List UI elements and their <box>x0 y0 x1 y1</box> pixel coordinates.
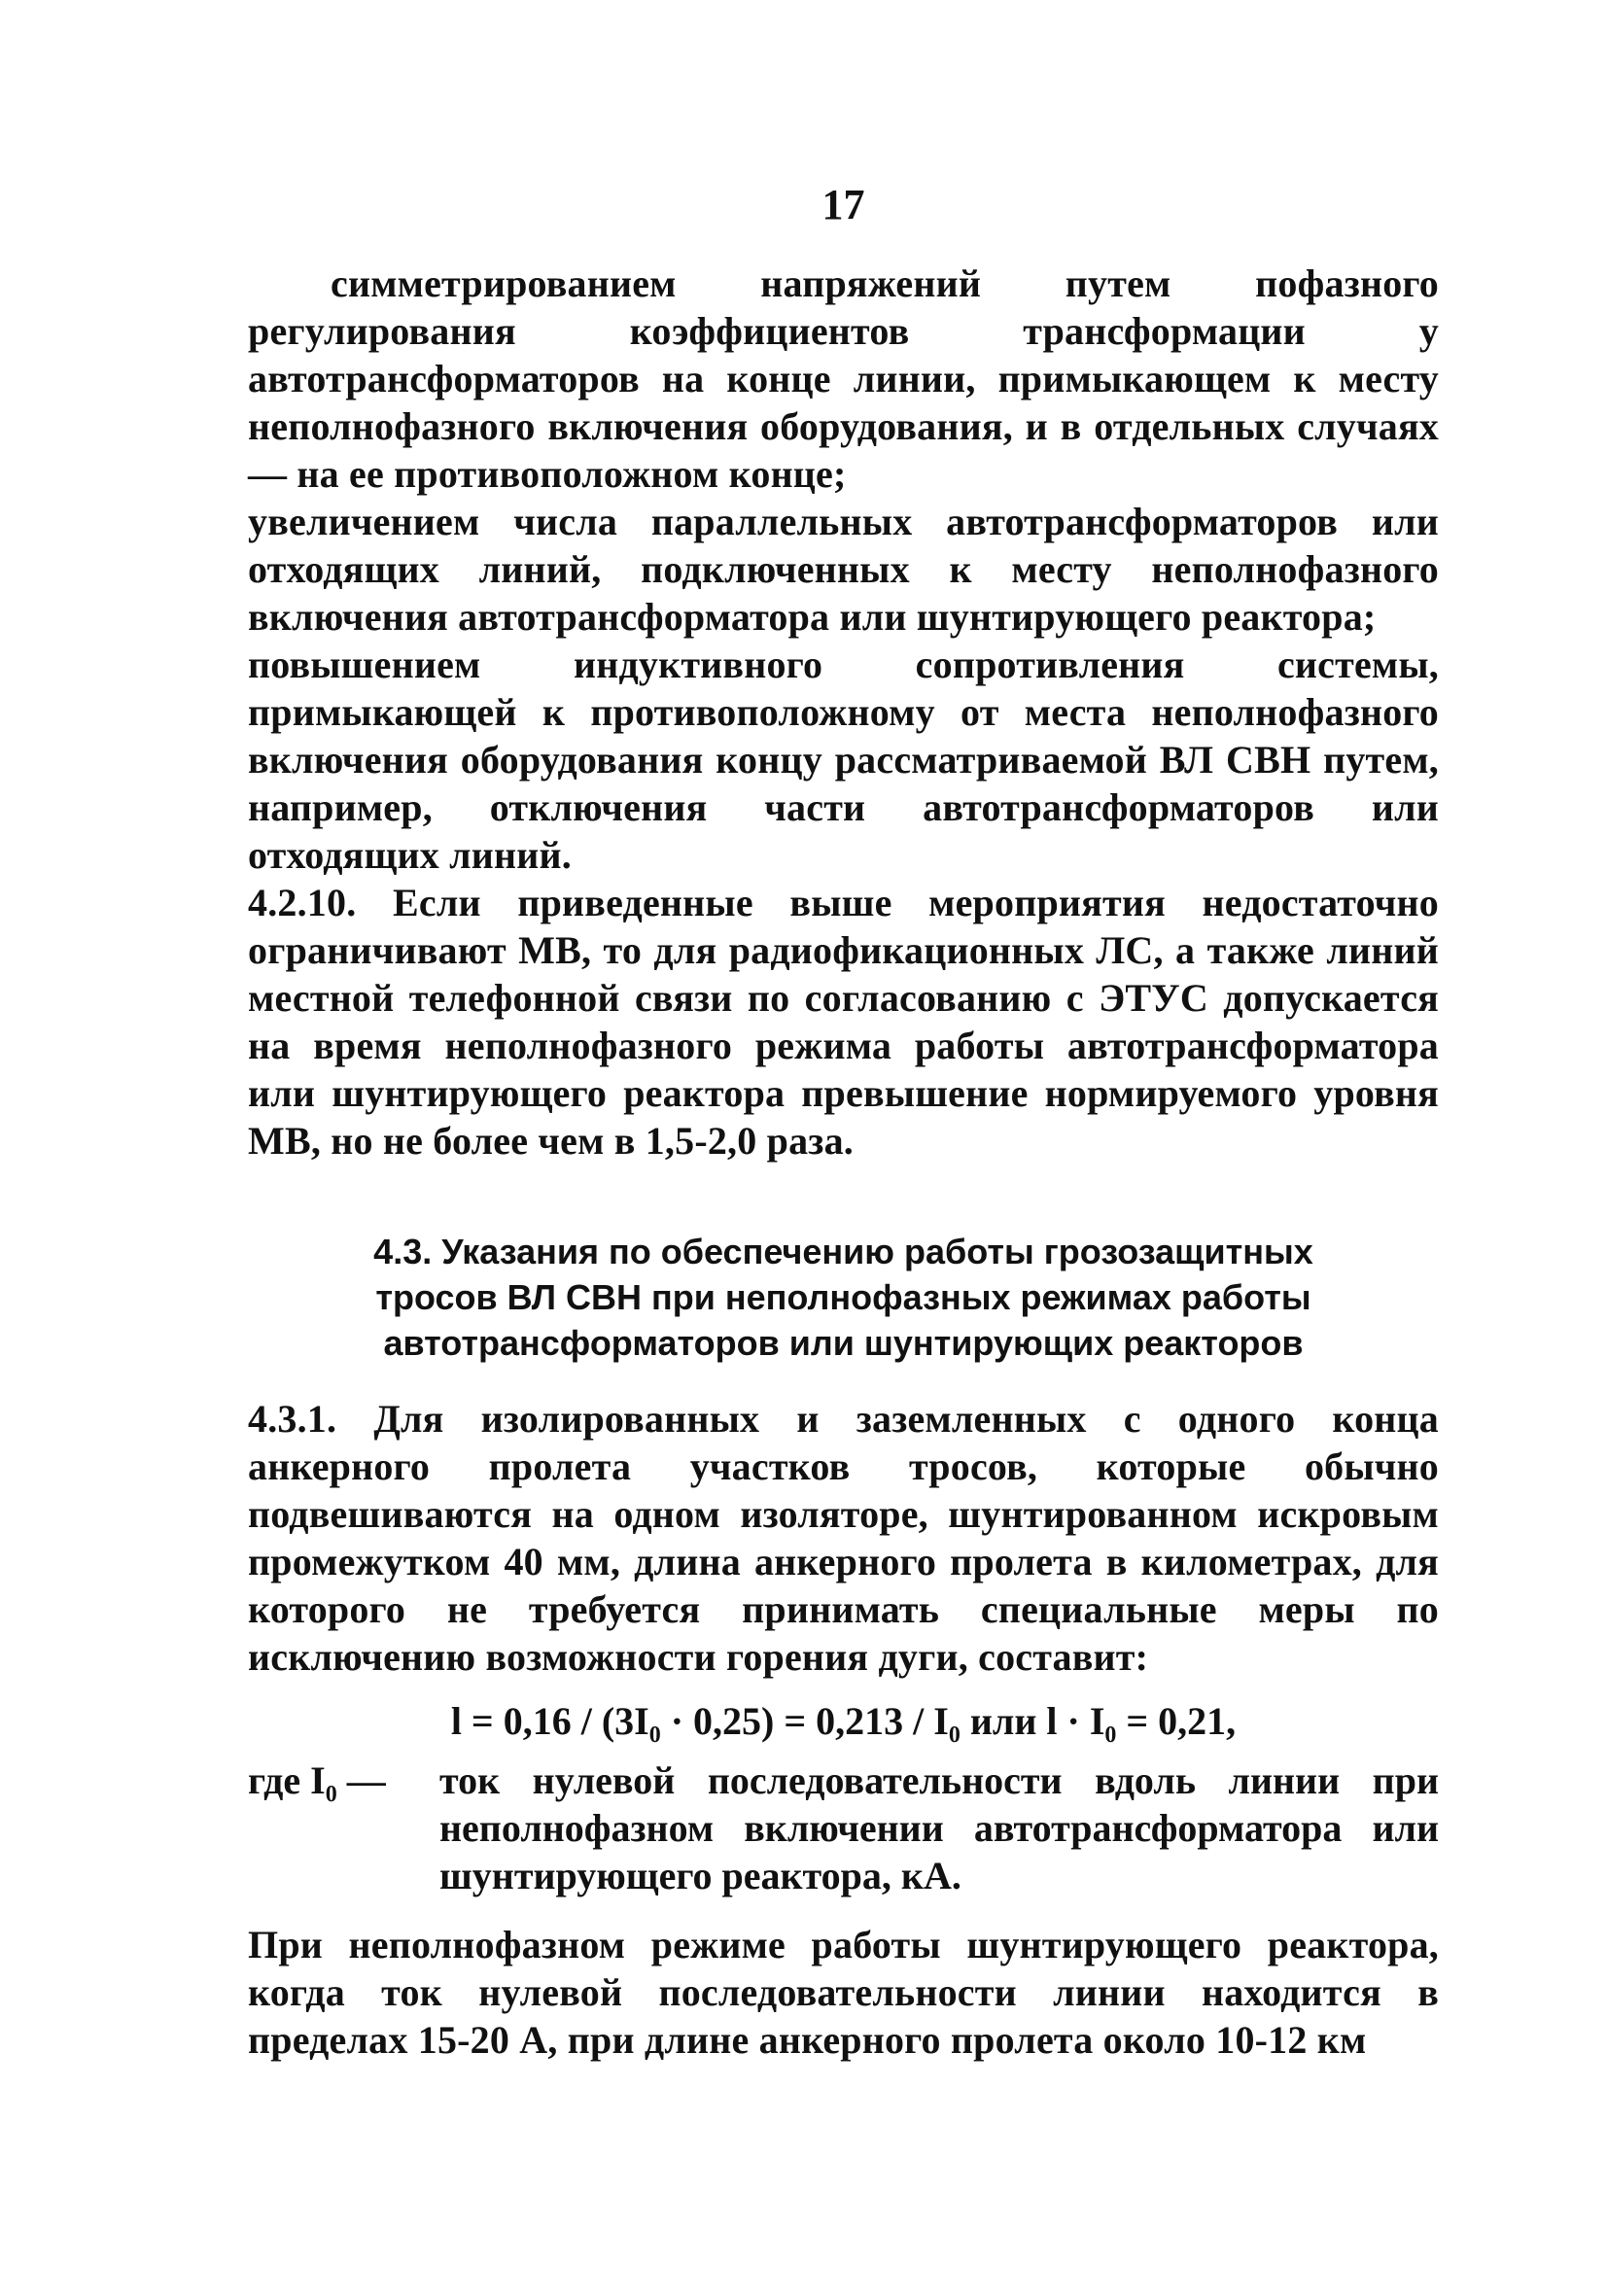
paragraph-4-2-10 <box>248 879 1439 1165</box>
section-heading-line: 4.3. Указания по обеспечению работы грозозащитных <box>373 1232 1313 1271</box>
section-heading-line: автотрансформаторов или шунтирующих реакторов <box>383 1323 1304 1363</box>
paragraph-symmetrization <box>248 260 1439 498</box>
paragraph-text: повышением индуктивного сопротивления системы, примыкающей к противоположному от места неполнофазного включения оборудования концу рассматриваемой ВЛ СВН путем, например, отключения части автотрансформаторов или отходящих линий. <box>248 643 1439 877</box>
paragraph-text: симметрированием напряжений путем пофазного регулирования коэффициентов трансформации у автотрансформаторов на конце линии, примыкающем к месту неполнофазного включения оборудования, и в отдельных случаях — на ее противоположном конце; <box>248 261 1439 496</box>
paragraph-increase-parallel <box>248 498 1439 641</box>
paragraph-4-3-1 <box>248 1395 1439 1681</box>
paragraph-text: увеличением числа параллельных автотрансформаторов или отходящих линий, подключенных к месту неполнофазного включения автотрансформатора или шунтирующего реактора; <box>248 500 1439 639</box>
where-label: где I₀ — <box>248 1758 386 1802</box>
paragraph-text: 4.3.1. Для изолированных и заземленных с одного конца анкерного пролета участков тросов, которые обычно подвешиваются на одном изоляторе, шунтированном искровым промежутком 40 мм, длина анкерного пролета в километрах, для которого не требуется принимать специальные меры по исключению возможности горения дуги, составит: <box>248 1397 1439 1679</box>
paragraph-text: 4.2.10. Если приведенные выше мероприятия недостаточно ограничивают МВ, то для радиофикационных ЛС, а также линий местной телефонной связи по согласованию с ЭТУС допускается на время неполнофазного режима работы автотрансформатора или шунтирующего реактора превышение нормируемого уровня МВ, но не более чем в 1,5-2,0 раза. <box>248 881 1439 1163</box>
where-text: ток нулевой последовательности вдоль линии при неполнофазном включении автотрансформатора или шунтирующего реактора, кА. <box>439 1758 1439 1897</box>
paragraph-increase-inductive <box>248 641 1439 879</box>
section-heading-line: тросов ВЛ СВН при неполнофазных режимах работы <box>375 1277 1311 1317</box>
section-heading-4-3 <box>248 1229 1439 1366</box>
paragraph-shunt-reactor <box>248 1921 1439 2064</box>
formula-explanation <box>248 1757 1439 1899</box>
document-page <box>248 180 1439 2064</box>
page-number: 17 <box>821 181 865 228</box>
formula-anchor-span-length: l = 0,16 / (3I₀ · 0,25) = 0,213 / I₀ или l · I₀ = 0,21, <box>450 1699 1237 1743</box>
paragraph-text: При неполнофазном режиме работы шунтирующего реактора, когда ток нулевой последовательности линии находится в пределах 15-20 А, при длине анкерного пролета около 10-12 км <box>248 1923 1439 2062</box>
